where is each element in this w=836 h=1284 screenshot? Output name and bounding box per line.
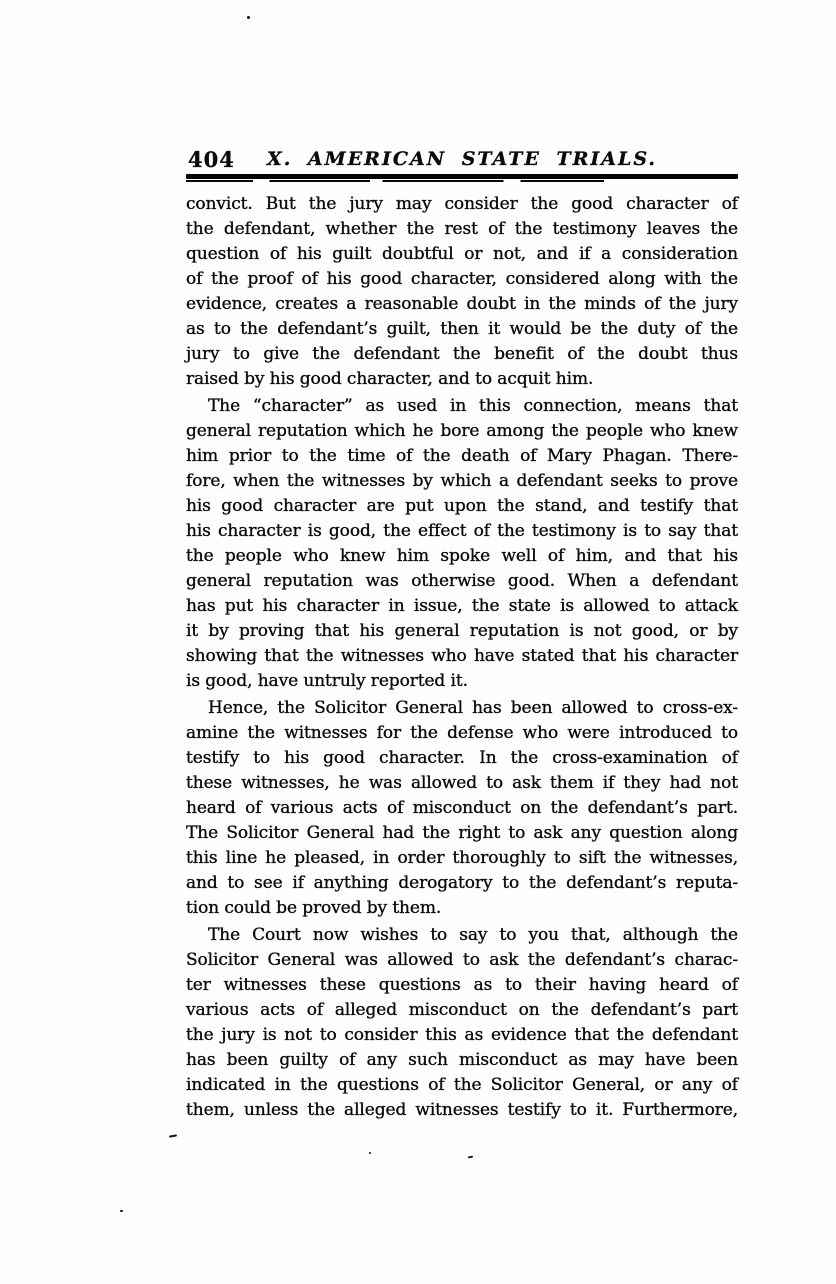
text-line: The “character” as used in this connection, means that [208,396,738,416]
text-line: testify to his good character. In the cross-examination of [186,748,738,768]
header-rule-fragment [186,180,604,182]
text-line: him prior to the time of the death of Mary Phagan. There- [186,446,738,466]
paragraph [186,394,738,694]
text-line: general reputation was otherwise good. When a defendant [186,571,738,591]
running-title: X. AMERICAN STATE TRIALS. [266,148,658,170]
text-line: The Court now wishes to say to you that, although the [208,925,738,945]
scan-speck [468,1156,473,1159]
text-line: heard of various acts of misconduct on the defendant’s part. [186,798,738,818]
scan-speck [169,1134,177,1137]
text-line: ter witnesses these questions as to their having heard of [186,975,738,995]
text-line: general reputation which he bore among the people who knew [186,421,738,441]
text-line: his good character are put upon the stand, and testify that [186,496,738,516]
text-line: them, unless the alleged witnesses testify to it. Furthermore, [186,1100,738,1120]
text-line: amine the witnesses for the defense who were introduced to [186,723,738,743]
scan-speck [247,16,250,19]
text-line: raised by his good character, and to acquit him. [186,369,594,389]
text-line: jury to give the defendant the benefit of the doubt thus [186,344,738,364]
text-line: and to see if anything derogatory to the defendant’s reputa- [186,873,738,893]
header-rule [186,174,738,179]
text-line: of the proof of his good character, considered along with the [186,269,738,289]
text-line: various acts of alleged misconduct on the defendant’s part [186,1000,738,1020]
scan-speck [120,1210,123,1212]
text-line: The Solicitor General had the right to ask any question along [186,823,738,843]
paragraph [186,696,738,921]
text-line: fore, when the witnesses by which a defendant seeks to prove [186,471,738,491]
scan-speck [369,1152,371,1154]
text-line: evidence, creates a reasonable doubt in the minds of the jury [186,294,738,314]
text-line: as to the defendant’s guilt, then it would be the duty of the [186,319,738,339]
text-line: it by proving that his general reputation is not good, or by [186,621,738,641]
text-line: indicated in the questions of the Solicitor General, or any of [186,1075,738,1095]
text-line: question of his guilt doubtful or not, and if a consideration [186,244,738,264]
text-line: Solicitor General was allowed to ask the defendant’s charac- [186,950,738,970]
paragraph [186,923,738,1123]
text-line: the people who knew him spoke well of him, and that his [186,546,738,566]
text-line: this line he pleased, in order thoroughly to sift the witnesses, [186,848,738,868]
text-line: tion could be proved by them. [186,898,442,918]
page-number: 404 [188,147,235,172]
page-body [186,192,738,1123]
text-line: showing that the witnesses who have stated that his character [186,646,738,666]
text-line: has been guilty of any such misconduct as may have been [186,1050,738,1070]
paragraph [186,192,738,392]
text-line: has put his character in issue, the state is allowed to attack [186,596,738,616]
text-line: these witnesses, he was allowed to ask them if they had not [186,773,738,793]
text-line: is good, have untruly reported it. [186,671,468,691]
text-line: Hence, the Solicitor General has been allowed to cross-ex- [208,698,738,718]
text-line: his character is good, the effect of the testimony is to say that [186,521,738,541]
running-head [186,147,738,175]
text-line: the jury is not to consider this as evidence that the defendant [186,1025,738,1045]
text-line: the defendant, whether the rest of the testimony leaves the [186,219,738,239]
text-line: convict. But the jury may consider the good character of [186,194,738,214]
